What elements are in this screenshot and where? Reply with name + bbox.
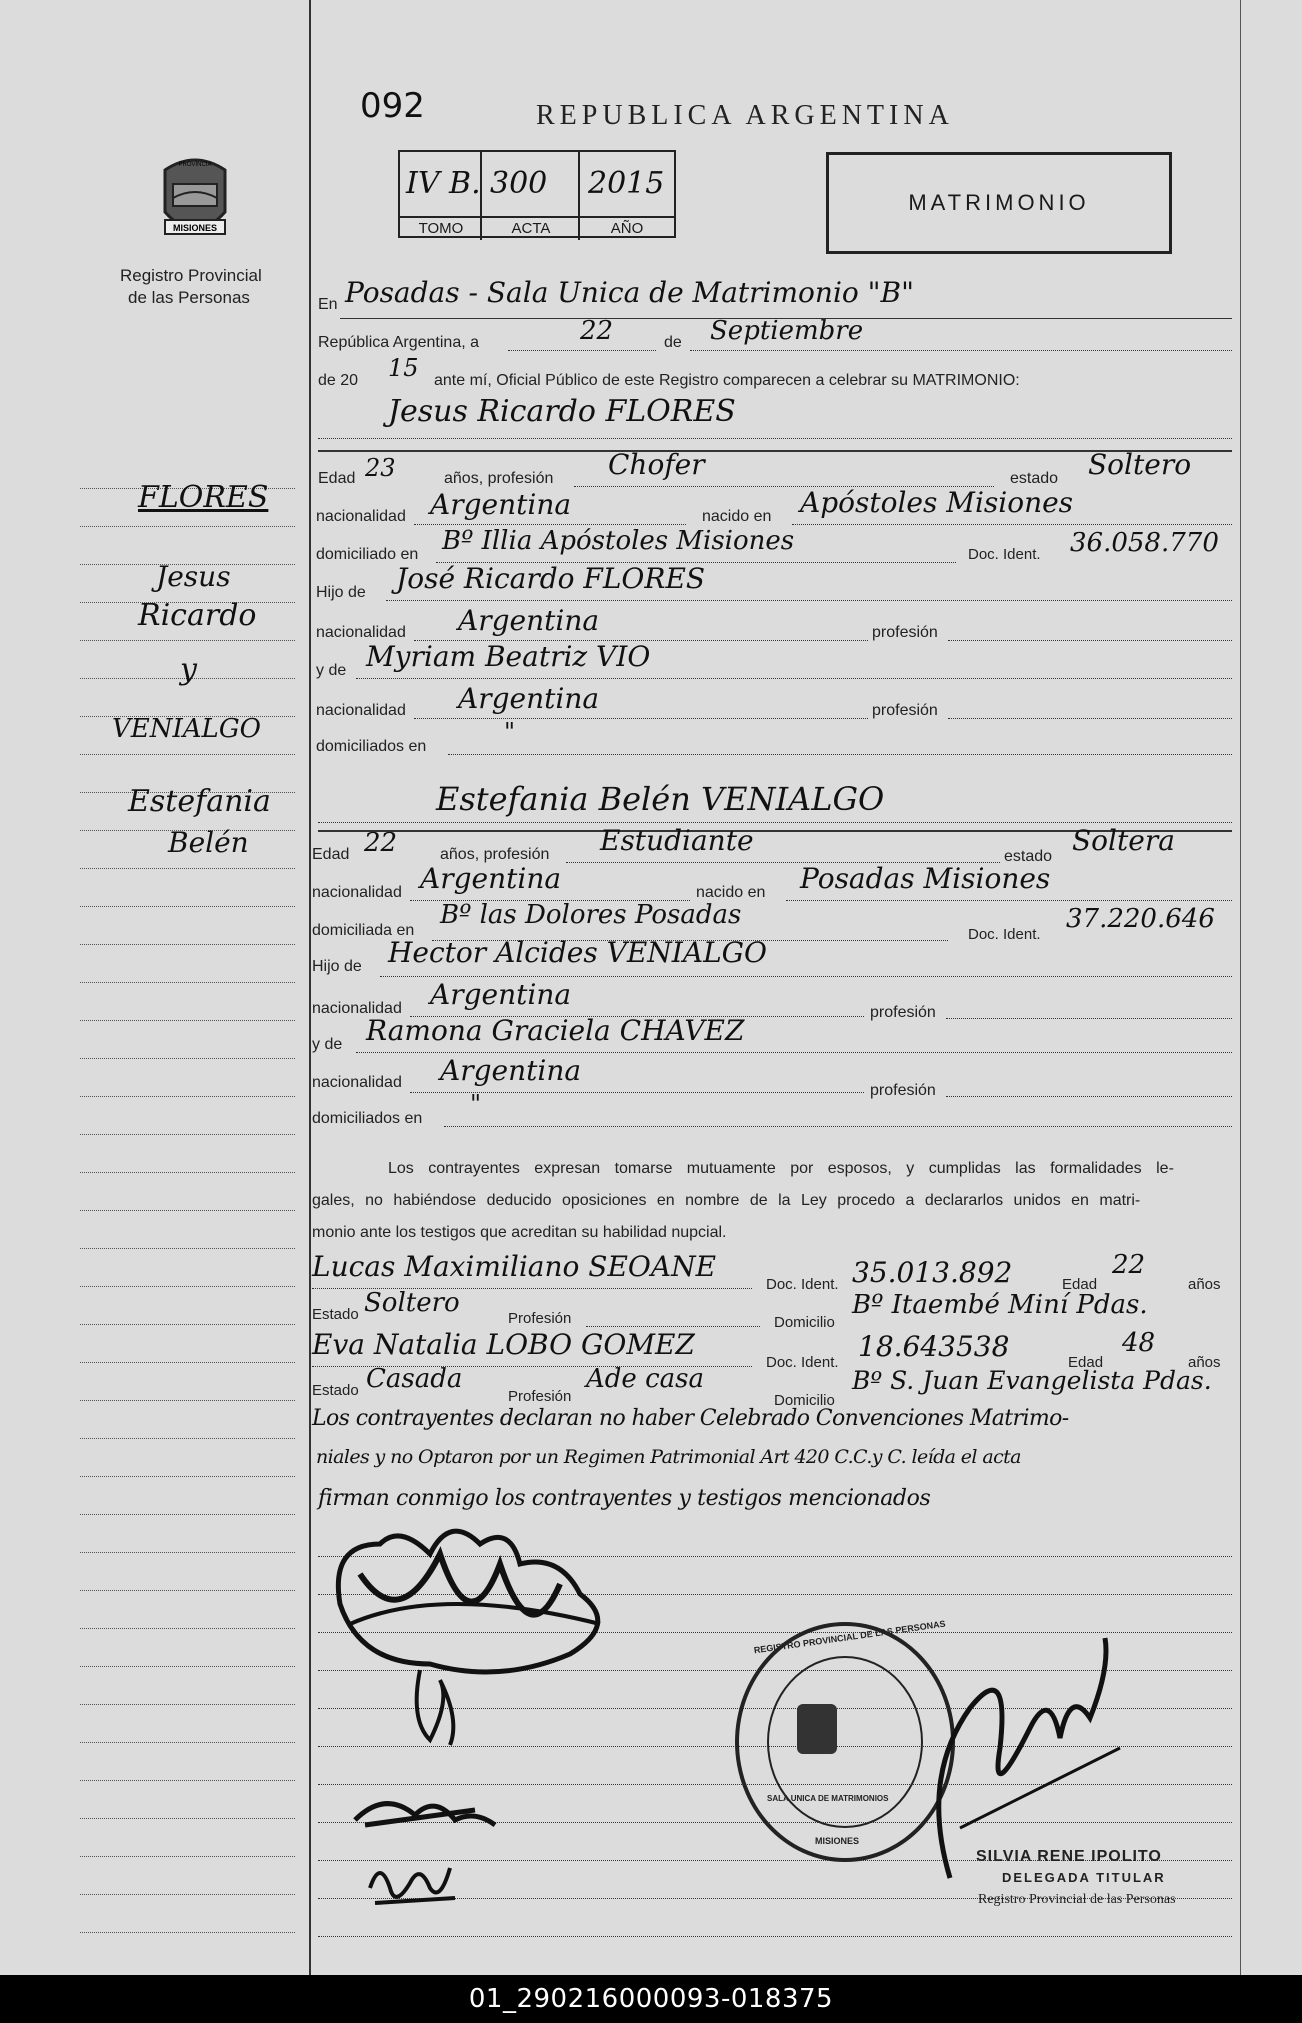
- margin-ruled-line: [80, 1514, 295, 1515]
- en-label: En: [318, 296, 338, 313]
- groom-mother-nat-line: [414, 718, 868, 719]
- contrayente-signature-1-icon: [320, 1514, 640, 1684]
- margin-ruled-line: [80, 868, 295, 869]
- witness2-age: 48: [1122, 1328, 1156, 1358]
- groom-nationality-label: nacionalidad: [316, 508, 406, 525]
- ano-value: 2015: [588, 166, 665, 201]
- witness2-doc-label: Doc. Ident.: [766, 1354, 839, 1371]
- witness1-address: Bº Itaembé Miní Pdas.: [852, 1290, 1148, 1320]
- groom-father-prof-label: profesión: [872, 624, 938, 641]
- bride-yde-label: y de: [312, 1036, 343, 1053]
- bride-father-prof-line: [946, 1018, 1232, 1019]
- groom-father-line: [386, 600, 1232, 601]
- tomo-value: IV B.: [406, 166, 481, 201]
- bride-anos-profesion-label: años, profesión: [440, 846, 550, 863]
- witness1-edad-label: Edad: [1062, 1276, 1098, 1293]
- bride-birthplace-line: [786, 900, 1232, 901]
- official-name: SILVIA RENE IPOLITO: [976, 1848, 1162, 1865]
- margin-ruled-line: [80, 1628, 295, 1629]
- groom-father-nationality: Argentina: [458, 604, 600, 637]
- groom-anos-profesion-label: años, profesión: [444, 470, 554, 487]
- margin-ruled-line: [80, 1818, 295, 1819]
- month-line: [690, 350, 1232, 351]
- bride-mother-prof-label: profesión: [870, 1082, 936, 1099]
- ceremony-year: 15: [388, 354, 419, 382]
- groom-name-line: [318, 438, 1232, 439]
- witness2-name: Eva Natalia LOBO GOMEZ: [312, 1328, 695, 1361]
- bride-status: Soltera: [1072, 824, 1175, 857]
- groom-edad-label: Edad: [318, 470, 356, 487]
- groom-parents-address-line: [448, 754, 1232, 755]
- margin-surname-groom: FLORES: [138, 480, 269, 515]
- margin-conjunction: y: [180, 652, 197, 687]
- bride-estado-label: estado: [1004, 848, 1053, 865]
- country-heading: REPUBLICA ARGENTINA: [536, 100, 954, 131]
- groom-nacido-label: nacido en: [702, 508, 772, 525]
- margin-name-bride-1: Estefania: [128, 784, 271, 819]
- bride-doc: 37.220.646: [1066, 904, 1215, 934]
- margin-ruled-line: [80, 1438, 295, 1439]
- tomo-label: TOMO: [400, 216, 482, 238]
- bride-father-prof-label: profesión: [870, 1004, 936, 1021]
- margin-ruled-line: [80, 906, 295, 907]
- margin-ruled-line: [80, 1324, 295, 1325]
- right-edge-rule: [1240, 0, 1241, 1975]
- declaration-line1: Los contrayentes expresan tomarse mutuamente por esposos, y cumplidas las formalidades le-: [388, 1160, 1174, 1177]
- groom-father-prof-line: [948, 640, 1232, 641]
- contrayente-signature-2-icon: [390, 1660, 490, 1750]
- margin-ruled-line: [80, 982, 295, 983]
- official-title: DELEGADA TITULAR: [1002, 1870, 1166, 1885]
- groom-mother-nat-label: nacionalidad: [316, 702, 406, 719]
- groom-mother-nationality: Argentina: [458, 682, 600, 715]
- groom-age: 23: [365, 454, 396, 482]
- witness1-age: 22: [1112, 1250, 1146, 1280]
- bride-mother-nat-label: nacionalidad: [312, 1074, 402, 1091]
- registry-name-line1: Registro Provincial: [120, 266, 262, 285]
- seal-emblem-icon: [797, 1704, 837, 1754]
- groom-hijo-label: Hijo de: [316, 584, 366, 601]
- groom-yde-label: y de: [316, 662, 347, 679]
- witness2-estado-label: Estado: [312, 1382, 359, 1399]
- groom-mother-line: [356, 678, 1232, 679]
- ano-label: AÑO: [580, 216, 674, 238]
- margin-name-groom-2: Ricardo: [138, 598, 257, 633]
- groom-mother-prof-label: profesión: [872, 702, 938, 719]
- page-number: 092: [360, 86, 425, 126]
- ceremony-place: Posadas - Sala Unica de Matrimonio "B": [345, 276, 914, 309]
- margin-ruled-line: [80, 1552, 295, 1553]
- witness1-anos-label: años: [1188, 1276, 1221, 1293]
- margin-ruled-line: [80, 1666, 295, 1667]
- bride-address: Bº las Dolores Posadas: [440, 900, 742, 930]
- official-registry: Registro Provincial de las Personas: [978, 1892, 1176, 1907]
- intro-text: ante mí, Oficial Público de este Registro comparecen a celebrar su MATRIMONIO:: [434, 372, 1020, 389]
- logo-top-text: PROVINCIA: [178, 162, 212, 168]
- witness2-domicilio-label: Domicilio: [774, 1392, 835, 1409]
- day-line: [508, 350, 656, 351]
- acta-label: ACTA: [482, 216, 580, 238]
- margin-ruled-line: [80, 1248, 295, 1249]
- margin-name-bride-2: Belén: [168, 826, 249, 859]
- witness-signature-2-icon: [360, 1848, 470, 1918]
- groom-birthplace-line: [792, 524, 1232, 525]
- margin-ruled-line: [80, 1210, 295, 1211]
- margin-ruled-line: [80, 1096, 295, 1097]
- margin-ruled-line: [80, 944, 295, 945]
- margin-ruled-line: [80, 1590, 295, 1591]
- seal-text: REGISTRO PROVINCIAL DE LAS PERSONAS: [753, 1618, 947, 1656]
- margin-ruled-line: [80, 640, 295, 641]
- bride-nationality-label: nacionalidad: [312, 884, 402, 901]
- witness2-anos-label: años: [1188, 1354, 1221, 1371]
- witness1-profesion-label: Profesión: [508, 1310, 572, 1327]
- witness1-profession-line: [586, 1326, 760, 1327]
- ceremony-day: 22: [580, 316, 614, 346]
- margin-ruled-line: [80, 1286, 295, 1287]
- ceremony-month: Septiembre: [710, 316, 864, 346]
- bride-parents-address-line: [444, 1126, 1232, 1127]
- bride-mother-nationality: Argentina: [440, 1054, 582, 1087]
- groom-address: Bº Illia Apóstoles Misiones: [442, 526, 795, 556]
- witness2-address: Bº S. Juan Evangelista Pdas.: [852, 1366, 1212, 1395]
- declaration-line3: monio ante los testigos que acreditan su habilidad nupcial.: [312, 1224, 727, 1241]
- margin-ruled-line: [80, 1362, 295, 1363]
- witness2-status: Casada: [366, 1364, 463, 1394]
- groom-father: José Ricardo FLORES: [396, 562, 706, 595]
- witness2-doc: 18.643538: [858, 1330, 1010, 1363]
- groom-nationality-line: [414, 524, 686, 525]
- margin-ruled-line: [80, 1894, 295, 1895]
- notes-line1: Los contrayentes declaran no haber Celebrado Convenciones Matrimo-: [312, 1406, 1069, 1431]
- margin-ruled-line: [80, 1476, 295, 1477]
- groom-status: Soltero: [1088, 448, 1192, 481]
- groom-domicilio-label: domiciliado en: [316, 546, 419, 563]
- bride-mother-prof-line: [946, 1096, 1232, 1097]
- bride-name-line: [318, 822, 1232, 823]
- bride-name: Estefania Belén VENIALGO: [436, 780, 885, 818]
- misiones-coat-of-arms-icon: [155, 150, 235, 250]
- bride-mother-line: [356, 1052, 1232, 1053]
- margin-ruled-line: [80, 1742, 295, 1743]
- witness-signature-1-icon: [345, 1780, 505, 1840]
- record-type-box: MATRIMONIO: [826, 152, 1172, 254]
- year-prefix: de 20: [318, 372, 359, 389]
- bride-nacido-label: nacido en: [696, 884, 766, 901]
- groom-profession: Chofer: [608, 448, 705, 481]
- groom-estado-label: estado: [1010, 470, 1059, 487]
- groom-doc: 36.058.770: [1070, 528, 1219, 558]
- margin-ruled-line: [80, 1780, 295, 1781]
- notes-line3: firman conmigo los contrayentes y testigos mencionados: [318, 1486, 931, 1511]
- margin-ruled-line: [80, 754, 295, 755]
- margin-name-groom-1: Jesus: [156, 560, 231, 593]
- margin-ruled-line: [80, 526, 295, 527]
- de-label: de: [664, 334, 682, 351]
- bride-father-nat-label: nacionalidad: [312, 1000, 402, 1017]
- groom-mother-prof-line: [948, 718, 1232, 719]
- margin-ruled-line: [80, 1134, 295, 1135]
- groom-birthplace: Apóstoles Misiones: [800, 486, 1074, 519]
- margin-ruled-line: [80, 1058, 295, 1059]
- groom-parents-address: ": [504, 718, 516, 746]
- margin-rule: [309, 0, 311, 1975]
- republica-label: República Argentina, a: [318, 334, 479, 351]
- witness2-profession: Ade casa: [586, 1364, 704, 1394]
- witness2-edad-label: Edad: [1068, 1354, 1104, 1371]
- margin-ruled-line: [80, 1856, 295, 1857]
- margin-ruled-line: [80, 1020, 295, 1021]
- bride-parents-address-label: domiciliados en: [312, 1110, 423, 1127]
- margin-ruled-line: [80, 1400, 295, 1401]
- witness1-estado-label: Estado: [312, 1306, 359, 1323]
- groom-nationality: Argentina: [430, 488, 572, 521]
- witness1-doc: 35.013.892: [852, 1256, 1013, 1289]
- bride-father-line: [380, 976, 1232, 977]
- declaration-line2: gales, no habiéndose deducido oposiciones en nombre de la Ley procedo a declararlos unidos en matri-: [312, 1192, 1141, 1209]
- bride-birthplace: Posadas Misiones: [800, 862, 1051, 895]
- witness2-profesion-label: Profesión: [508, 1388, 572, 1405]
- groom-doc-label: Doc. Ident.: [968, 546, 1041, 563]
- margin-ruled-line: [80, 1704, 295, 1705]
- groom-parents-address-label: domiciliados en: [316, 738, 427, 755]
- witness1-name: Lucas Maximiliano SEOANE: [312, 1250, 717, 1283]
- logo-text: MISIONES: [172, 223, 218, 233]
- bride-edad-label: Edad: [312, 846, 350, 863]
- bride-parents-address: ": [470, 1090, 482, 1118]
- bride-mother: Ramona Graciela CHAVEZ: [366, 1014, 745, 1047]
- bride-hijo-label: Hijo de: [312, 958, 362, 975]
- bride-nationality: Argentina: [420, 862, 562, 895]
- image-id-footer: 01_290216000093-018375: [0, 1975, 1302, 2023]
- bride-profession: Estudiante: [600, 824, 754, 857]
- notes-line2: niales y no Optaron por un Regimen Patrimonial Art 420 C.C.y C. leída el acta: [316, 1446, 1021, 1468]
- witness1-domicilio-label: Domicilio: [774, 1314, 835, 1331]
- bride-father: Hector Alcides VENIALGO: [388, 936, 767, 969]
- witness1-status: Soltero: [364, 1288, 460, 1318]
- groom-father-nat-label: nacionalidad: [316, 624, 406, 641]
- bride-father-nationality: Argentina: [430, 978, 572, 1011]
- tomo-acta-ano-boxes: [398, 150, 676, 238]
- margin-ruled-line: [80, 1172, 295, 1173]
- registry-name-line2: de las Personas: [128, 288, 250, 307]
- seal-inner-text: SALA UNICA DE MATRIMONIOS: [767, 1794, 889, 1803]
- margin-ruled-line: [80, 1932, 295, 1933]
- body-ruled-line: [318, 1936, 1232, 1937]
- bride-doc-label: Doc. Ident.: [968, 926, 1041, 943]
- bride-domicilio-label: domiciliada en: [312, 922, 415, 939]
- groom-name: Jesus Ricardo FLORES: [388, 394, 736, 429]
- bride-age: 22: [364, 828, 398, 858]
- seal-bottom-text: MISIONES: [815, 1836, 860, 1846]
- groom-mother: Myriam Beatriz VIO: [366, 640, 651, 673]
- witness1-doc-label: Doc. Ident.: [766, 1276, 839, 1293]
- margin-surname-bride: VENIALGO: [112, 714, 261, 744]
- acta-value: 300: [490, 166, 548, 201]
